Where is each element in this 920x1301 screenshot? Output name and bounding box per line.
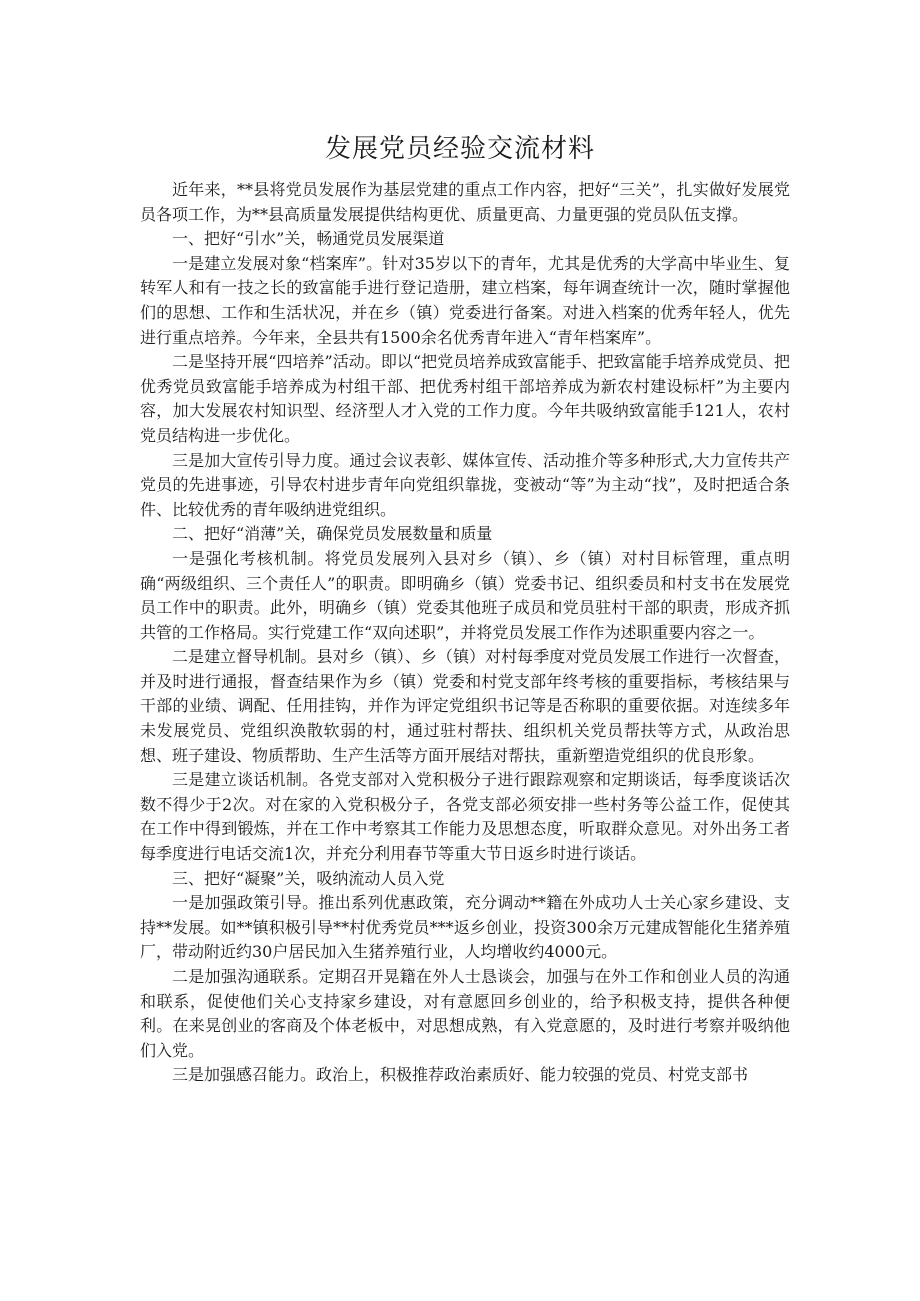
body-paragraph: 一是加强政策引导。推出系列优惠政策，充分调动**籍在外成功人士关心家乡建设、支持**发展。如**镇积极引导**村优秀党员***返乡创业，投资300余万元建成智能化生猪养殖厂，带动附近约30户居民加入生猪养殖行业，人均增收约4000元。 <box>140 893 790 962</box>
body-paragraph: 三是加大宣传引导力度。通过会议表彰、媒体宣传、活动推介等多种形式,大力宣传共产党员的先进事迹，引导农村进步青年向党组织靠拢，变被动“等”为主动“找”，及时把适合条件、比较优秀的青年吸纳进党组织。 <box>140 450 790 519</box>
intro-paragraph: 近年来，**县将党员发展作为基层党建的重点工作内容，把好“三关”，扎实做好发展党员各项工作，为**县高质量发展提供结构更优、质量更高、力量更强的党员队伍支撑。 <box>140 180 790 224</box>
section-heading-2: 二、把好“消薄”关，确保党员发展数量和质量 <box>172 524 493 544</box>
section-heading-1: 一、把好“引水”关，畅通党员发展渠道 <box>172 229 445 249</box>
body-paragraph: 三是建立谈话机制。各党支部对入党积极分子进行跟踪观察和定期谈话，每季度谈话次数不得少于2次。对在家的入党积极分子，各党支部必须安排一些村务等公益工作，促使其在工作中得到锻炼，并在工作中考察其工作能力及思想态度，听取群众意见。对外出务工者每季度进行电话交流1次，并充分利用春节等重大节日返乡时进行谈话。 <box>140 770 790 864</box>
body-paragraph: 二是建立督导机制。县对乡（镇）、乡（镇）对村每季度对党员发展工作进行一次督查，并及时进行通报，督查结果作为乡（镇）党委和村党支部年终考核的重要指标，考核结果与干部的业绩、调配、任用挂钩，并作为评定党组织书记等是否称职的重要依据。对连续多年未发展党员、党组织涣散软弱的村，通过驻村帮扶、组织机关党员帮扶等方式，从政治思想、班子建设、物质帮助、生产生活等方面开展结对帮扶，重新塑造党组织的优良形象。 <box>140 647 790 765</box>
body-paragraph: 三是加强感召能力。政治上，积极推荐政治素质好、能力较强的党员、村党支部书 <box>172 1065 749 1085</box>
body-paragraph: 一是建立发展对象“档案库”。针对35岁以下的青年，尤其是优秀的大学高中毕业生、复转军人和有一技之长的致富能手进行登记造册，建立档案，每年调查统计一次，随时掌握他们的思想、工作和生活状况，并在乡（镇）党委进行备案。对进入档案的优秀年轻人，优先进行重点培养。今年来，全县共有1500余名优秀青年进入“青年档案库”。 <box>140 253 790 347</box>
body-paragraph: 二是坚持开展“四培养”活动。即以“把党员培养成致富能手、把致富能手培养成党员、把优秀党员致富能手培养成为村组干部、把优秀村组干部培养成为新农村建设标杆”为主要内容，加大发展农村知识型、经济型人才入党的工作力度。今年共吸纳致富能手121人，农村党员结构进一步优化。 <box>140 352 790 445</box>
body-paragraph: 一是强化考核机制。将党员发展列入县对乡（镇）、乡（镇）对村目标管理，重点明确“两级组织、三个责任人”的职责。即明确乡（镇）党委书记、组织委员和村支书在发展党员工作中的职责。此外，明确乡（镇）党委其他班子成员和党员驻村干部的职责，形成齐抓共管的工作格局。实行党建工作“双向述职”，并将党员发展工作作为述职重要内容之一。 <box>140 548 790 642</box>
document-title: 发展党员经验交流材料 <box>324 134 595 164</box>
document-body <box>140 178 790 1088</box>
section-heading-3: 三、把好“凝聚”关，吸纳流动人员入党 <box>172 868 445 888</box>
body-paragraph: 二是加强沟通联系。定期召开晃籍在外人士恳谈会，加强与在外工作和创业人员的沟通和联系，促使他们关心支持家乡建设，对有意愿回乡创业的，给予积极支持，提供各种便利。在来晃创业的客商及个体老板中，对思想成熟，有入党意愿的，及时进行考察并吸纳他们入党。 <box>140 967 790 1060</box>
